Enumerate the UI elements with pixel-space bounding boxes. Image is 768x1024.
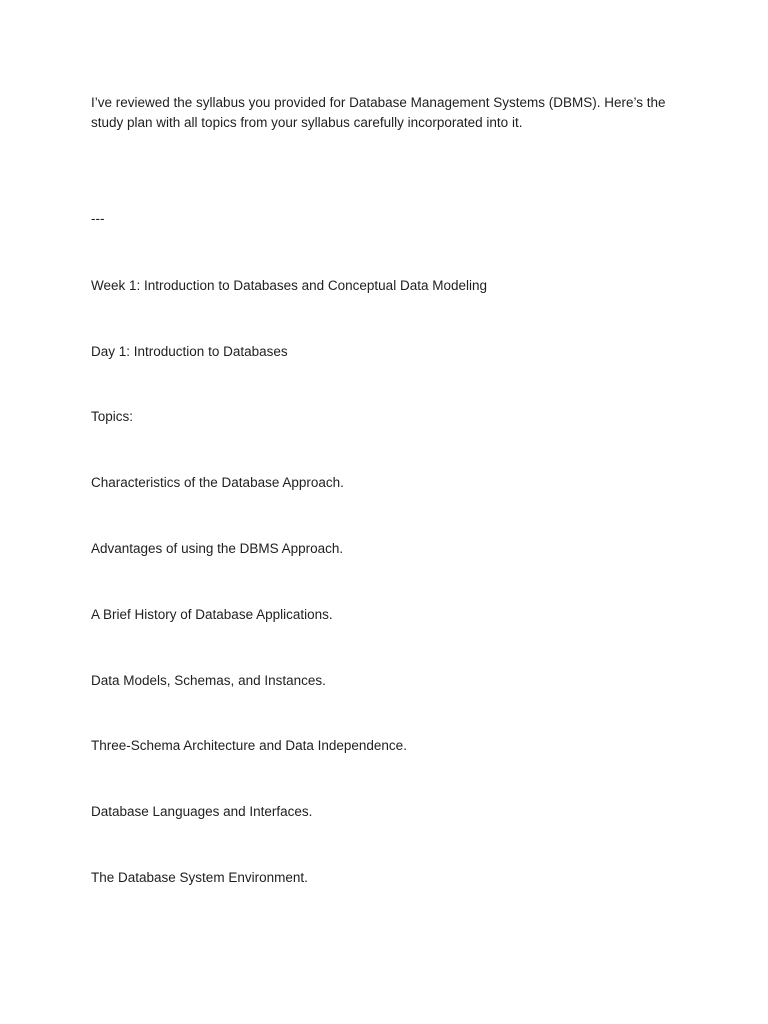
topic-item: The Database System Environment.: [91, 870, 308, 885]
intro-line-2: study plan with all topics from your syllabus carefully incorporated into it.: [91, 115, 523, 130]
topic-item: Characteristics of the Database Approach.: [91, 475, 344, 490]
topic-item: Advantages of using the DBMS Approach.: [91, 541, 344, 556]
week-heading: Week 1: Introduction to Databases and Conceptual Data Modeling: [91, 278, 487, 293]
topics-label: Topics:: [91, 409, 134, 424]
intro-paragraph: [91, 93, 691, 133]
day-heading: Day 1: Introduction to Databases: [91, 344, 288, 359]
intro-line-1: I’ve reviewed the syllabus you provided for Database Management Systems (DBMS). Here’s the: [91, 95, 666, 110]
topic-item: Database Languages and Interfaces.: [91, 804, 313, 819]
topic-item: Data Models, Schemas, and Instances.: [91, 673, 326, 688]
topic-item: A Brief History of Database Applications.: [91, 607, 333, 622]
topic-item: Three-Schema Architecture and Data Independence.: [91, 738, 407, 753]
separator: ---: [91, 211, 105, 226]
